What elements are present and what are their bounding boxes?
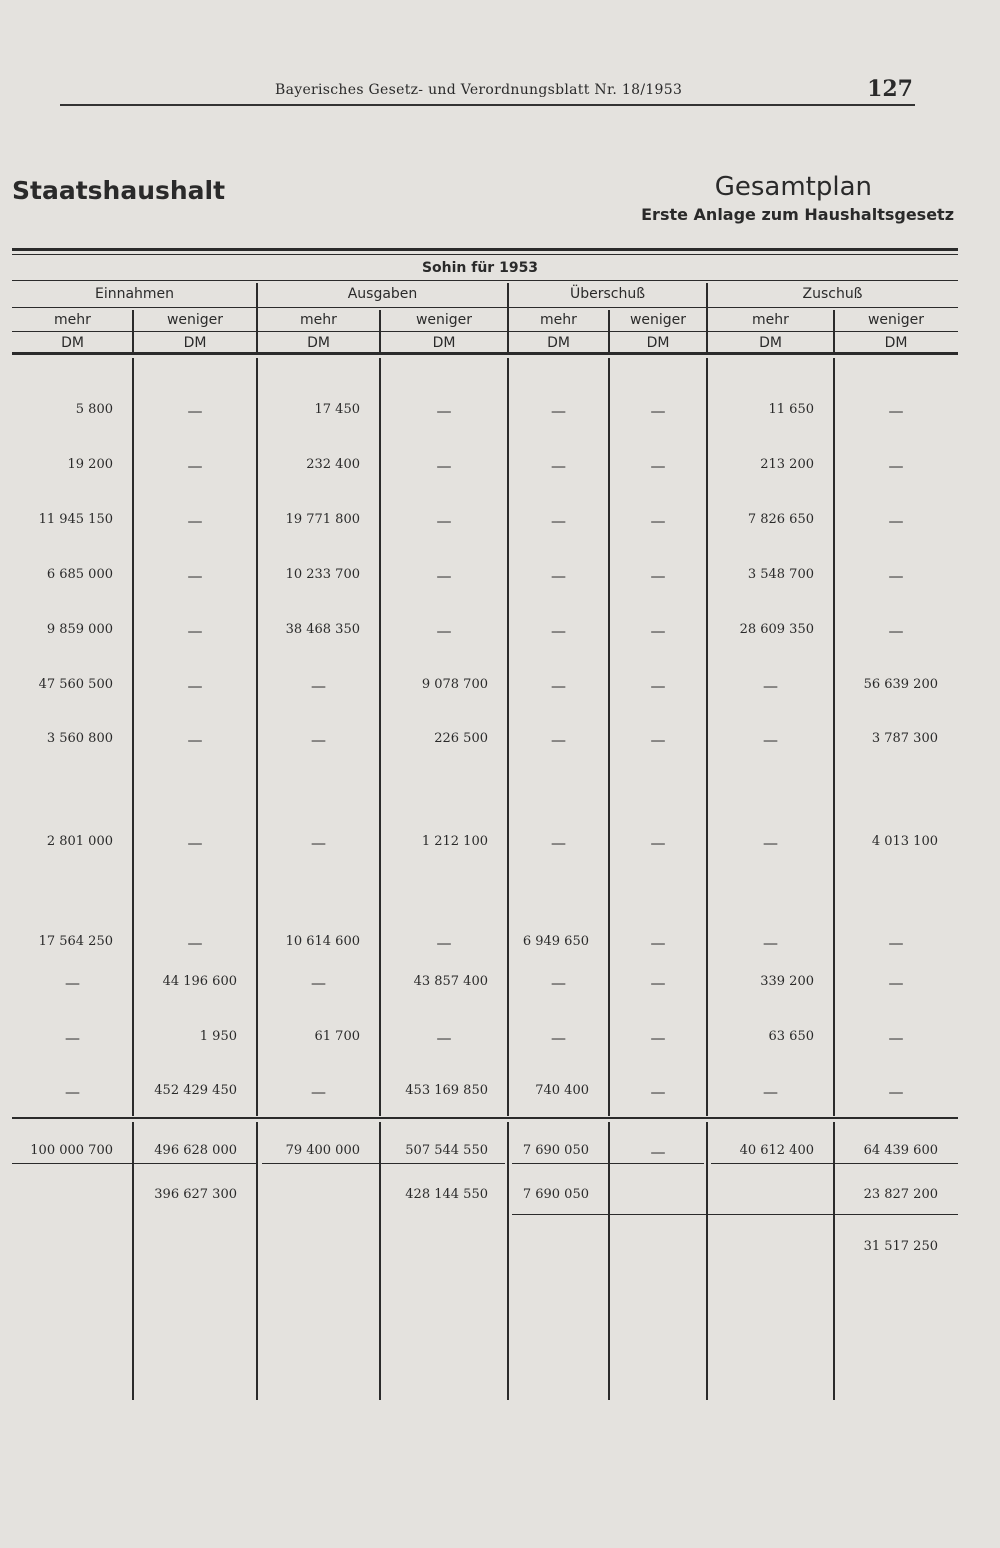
- cell-r5-c0: 47 560 500: [38, 677, 113, 692]
- cell-r7-c0: 2 801 000: [46, 834, 113, 849]
- unit-1: DM: [183, 335, 207, 351]
- unit-7: DM: [884, 335, 908, 351]
- unit-5: DM: [646, 335, 670, 351]
- right-subtitle: Erste Anlage zum Haushaltsgesetz: [641, 205, 954, 224]
- cell-r3-c7: —: [888, 567, 904, 585]
- cell-r1-c1: —: [187, 457, 203, 475]
- group-divider-2: [706, 283, 708, 355]
- cell-r4-c7: —: [888, 622, 904, 640]
- cell-r11-c5: —: [650, 1083, 666, 1101]
- cell-r0-c4: —: [551, 402, 566, 420]
- running-head: [60, 78, 915, 106]
- cell-r6-c7: 3 787 300: [871, 731, 938, 746]
- total-c2: 79 400 000: [285, 1143, 360, 1158]
- group-rule: [12, 307, 958, 308]
- cell-r4-c3: —: [436, 622, 452, 640]
- cell-r11-c1: 452 429 450: [154, 1083, 237, 1098]
- cell-r7-c1: —: [187, 834, 203, 852]
- cell-r9-c0: —: [65, 974, 80, 992]
- inner-divider-head-1: [379, 310, 381, 355]
- cell-r11-c3: 453 169 850: [405, 1083, 488, 1098]
- cell-r9-c4: —: [551, 974, 566, 992]
- cell-r1-c5: —: [650, 457, 666, 475]
- final-difference: 31 517 250: [863, 1239, 938, 1254]
- cell-r6-c4: —: [551, 731, 566, 749]
- unit-4: DM: [547, 335, 570, 351]
- cell-r2-c3: —: [436, 512, 452, 530]
- cell-r5-c6: —: [763, 677, 778, 695]
- total-c6: 40 612 400: [739, 1143, 814, 1158]
- group-divider-lower-1: [507, 1122, 509, 1400]
- unit-6: DM: [759, 335, 782, 351]
- cell-r1-c2: 232 400: [306, 457, 360, 472]
- cell-r2-c6: 7 826 650: [747, 512, 814, 527]
- total-c0: 100 000 700: [30, 1143, 113, 1158]
- subheader-7: weniger: [867, 312, 925, 328]
- subheader-5: weniger: [629, 312, 687, 328]
- cell-r1-c7: —: [888, 457, 904, 475]
- diff-zuschuss: 23 827 200: [863, 1187, 938, 1202]
- group-divider-lower-2: [706, 1122, 708, 1400]
- cell-r9-c7: —: [888, 974, 904, 992]
- cell-r10-c0: —: [65, 1029, 80, 1047]
- cell-r2-c4: —: [551, 512, 566, 530]
- cell-r2-c1: —: [187, 512, 203, 530]
- cell-r11-c6: —: [763, 1083, 778, 1101]
- cell-r8-c3: —: [436, 934, 452, 952]
- unit-3: DM: [432, 335, 456, 351]
- total-c4: 7 690 050: [522, 1143, 589, 1158]
- totals-rule: [12, 1117, 958, 1119]
- cell-r6-c5: —: [650, 731, 666, 749]
- cell-r9-c3: 43 857 400: [413, 974, 488, 989]
- inner-divider-head-0: [132, 310, 134, 355]
- inner-divider-body-3: [833, 358, 835, 1116]
- unit-2: DM: [307, 335, 330, 351]
- inner-divider-body-1: [379, 358, 381, 1116]
- cell-r9-c5: —: [650, 974, 666, 992]
- cell-r8-c7: —: [888, 934, 904, 952]
- running-title: Bayerisches Gesetz- und Verordnungsblatt Nr. 18/1953: [275, 82, 683, 98]
- cell-r1-c0: 19 200: [67, 457, 113, 472]
- cell-r7-c5: —: [650, 834, 666, 852]
- cell-r0-c7: —: [888, 402, 904, 420]
- left-title: Staatshaushalt: [12, 176, 226, 205]
- cell-r8-c1: —: [187, 934, 203, 952]
- cell-r0-c3: —: [436, 402, 452, 420]
- cell-r3-c4: —: [551, 567, 566, 585]
- group-divider-body-1: [507, 358, 509, 1116]
- total-c3: 507 544 550: [405, 1143, 488, 1158]
- table-top-rule-thin: [12, 254, 958, 255]
- inner-divider-head-2: [608, 310, 610, 355]
- cell-r5-c2: —: [311, 677, 326, 695]
- page-number: 127: [867, 76, 913, 102]
- totals-brace-2: [512, 1163, 704, 1164]
- superheader-rule: [12, 280, 958, 281]
- cell-r5-c3: 9 078 700: [421, 677, 488, 692]
- cell-r11-c2: —: [311, 1083, 326, 1101]
- group-divider-0: [256, 283, 258, 355]
- cell-r3-c1: —: [187, 567, 203, 585]
- cell-r6-c0: 3 560 800: [46, 731, 113, 746]
- cell-r10-c3: —: [436, 1029, 452, 1047]
- totals-brace-3: [711, 1163, 958, 1164]
- subheader-3: weniger: [415, 312, 473, 328]
- group-divider-body-0: [256, 358, 258, 1116]
- totals-brace-0: [12, 1163, 257, 1164]
- cell-r6-c3: 226 500: [434, 731, 488, 746]
- cell-r2-c7: —: [888, 512, 904, 530]
- cell-r6-c2: —: [311, 731, 326, 749]
- cell-r2-c2: 19 771 800: [285, 512, 360, 527]
- cell-r1-c4: —: [551, 457, 566, 475]
- cell-r2-c5: —: [650, 512, 666, 530]
- cell-r0-c0: 5 800: [75, 402, 113, 417]
- cell-r3-c5: —: [650, 567, 666, 585]
- cell-r5-c4: —: [551, 677, 566, 695]
- cell-r7-c7: 4 013 100: [871, 834, 938, 849]
- unit-0: DM: [61, 335, 84, 351]
- group-divider-1: [507, 283, 509, 355]
- cell-r7-c3: 1 212 100: [421, 834, 488, 849]
- cell-r11-c0: —: [65, 1083, 80, 1101]
- cell-r3-c6: 3 548 700: [747, 567, 814, 582]
- cell-r8-c2: 10 614 600: [285, 934, 360, 949]
- cell-r0-c1: —: [187, 402, 203, 420]
- cell-r4-c6: 28 609 350: [739, 622, 814, 637]
- cell-r1-c6: 213 200: [760, 457, 814, 472]
- cell-r5-c5: —: [650, 677, 666, 695]
- cell-r3-c3: —: [436, 567, 452, 585]
- subheader-1: weniger: [166, 312, 224, 328]
- subheader-6: mehr: [752, 312, 789, 328]
- cell-r10-c1: 1 950: [199, 1029, 237, 1044]
- cell-r10-c6: 63 650: [768, 1029, 814, 1044]
- inner-divider-body-2: [608, 358, 610, 1116]
- difference-brace: [512, 1214, 958, 1215]
- cell-r0-c6: 11 650: [768, 402, 814, 417]
- cell-r6-c1: —: [187, 731, 203, 749]
- cell-r9-c1: 44 196 600: [162, 974, 237, 989]
- group-zuschuss: Zuschuß: [802, 286, 863, 302]
- diff-ueberschuss: 7 690 050: [522, 1187, 589, 1202]
- inner-divider-head-3: [833, 310, 835, 355]
- diff-einnahmen: 396 627 300: [154, 1187, 237, 1202]
- cell-r7-c4: —: [551, 834, 566, 852]
- cell-r4-c4: —: [551, 622, 566, 640]
- cell-r7-c6: —: [763, 834, 778, 852]
- cell-r5-c7: 56 639 200: [863, 677, 938, 692]
- cell-r0-c5: —: [650, 402, 666, 420]
- group-ueberschuss: Überschuß: [569, 286, 646, 302]
- cell-r7-c2: —: [311, 834, 326, 852]
- cell-r8-c0: 17 564 250: [38, 934, 113, 949]
- cell-r9-c2: —: [311, 974, 326, 992]
- cell-r4-c2: 38 468 350: [285, 622, 360, 637]
- subheader-0: mehr: [54, 312, 91, 328]
- cell-r10-c4: —: [551, 1029, 566, 1047]
- cell-r11-c7: —: [888, 1083, 904, 1101]
- group-divider-body-2: [706, 358, 708, 1116]
- cell-r8-c5: —: [650, 934, 666, 952]
- subheader-2: mehr: [300, 312, 337, 328]
- cell-r10-c5: —: [650, 1029, 666, 1047]
- cell-r3-c2: 10 233 700: [285, 567, 360, 582]
- cell-r10-c2: 61 700: [314, 1029, 360, 1044]
- cell-r8-c4: 6 949 650: [522, 934, 589, 949]
- group-einnahmen: Einnahmen: [94, 286, 175, 302]
- totals-brace-1: [262, 1163, 505, 1164]
- total-c5: —: [650, 1143, 666, 1161]
- cell-r10-c7: —: [888, 1029, 904, 1047]
- cell-r4-c1: —: [187, 622, 203, 640]
- inner-divider-body-0: [132, 358, 134, 1116]
- cell-r5-c1: —: [187, 677, 203, 695]
- right-title: Gesamtplan: [714, 172, 872, 202]
- total-c7: 64 439 600: [863, 1143, 938, 1158]
- superheader-label: Sohin für 1953: [421, 260, 539, 276]
- cell-r4-c0: 9 859 000: [46, 622, 113, 637]
- cell-r4-c5: —: [650, 622, 666, 640]
- cell-r6-c6: —: [763, 731, 778, 749]
- header-bottom-rule: [12, 352, 958, 355]
- table-top-rule-thick: [12, 248, 958, 251]
- group-ausgaben: Ausgaben: [347, 286, 418, 302]
- diff-ausgaben: 428 144 550: [405, 1187, 488, 1202]
- cell-r1-c3: —: [436, 457, 452, 475]
- cell-r8-c6: —: [763, 934, 778, 952]
- cell-r11-c4: 740 400: [535, 1083, 589, 1098]
- cell-r0-c2: 17 450: [314, 402, 360, 417]
- subheader-rule: [12, 331, 958, 332]
- cell-r2-c0: 11 945 150: [38, 512, 113, 527]
- total-c1: 496 628 000: [154, 1143, 237, 1158]
- cell-r3-c0: 6 685 000: [46, 567, 113, 582]
- cell-r9-c6: 339 200: [760, 974, 814, 989]
- subheader-4: mehr: [540, 312, 577, 328]
